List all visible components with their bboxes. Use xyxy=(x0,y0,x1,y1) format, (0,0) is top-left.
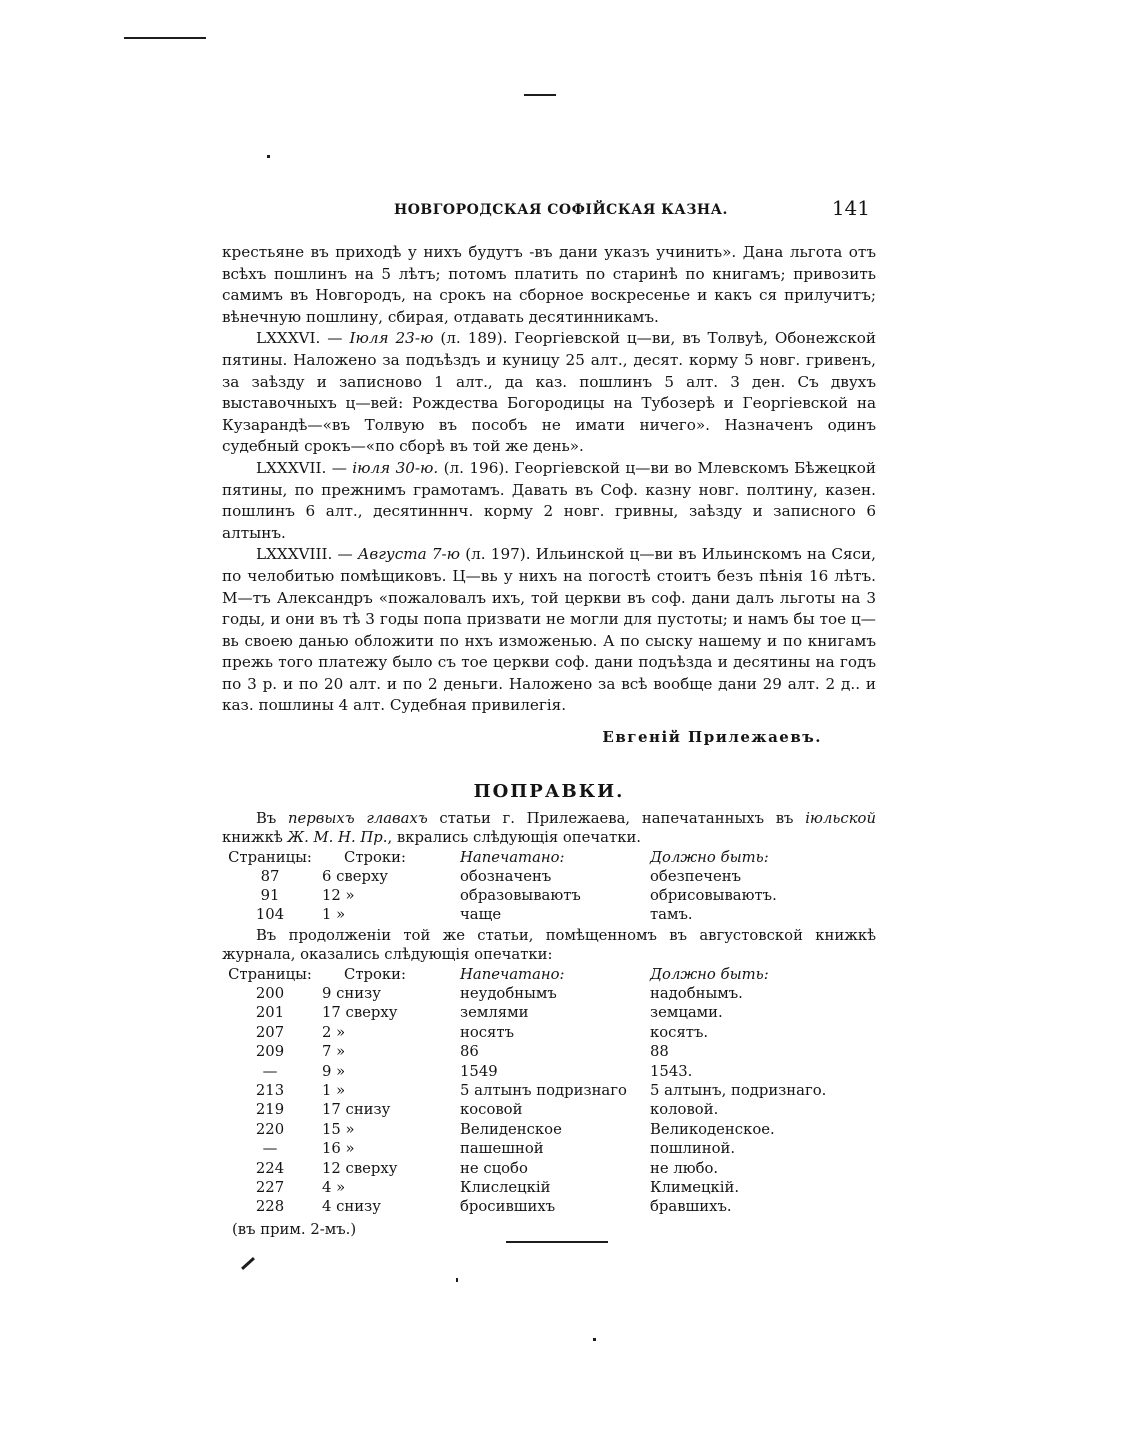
errata-printed: не сцобо xyxy=(460,1159,528,1177)
page-number: 141 xyxy=(831,196,870,220)
entry-lxxxvii xyxy=(222,458,876,544)
header-printed: Напечатано: xyxy=(460,849,565,866)
errata-intro-2 xyxy=(222,926,876,964)
header-correct: Должно быть: xyxy=(650,849,769,866)
errata-table-1-header xyxy=(222,848,876,867)
errata-line: 4 снизу xyxy=(322,1198,381,1216)
errata-footnote: (въ прим. 2-мъ.) xyxy=(232,1221,357,1238)
errata-printed: 86 xyxy=(460,1043,479,1061)
entry-date: Іюля 23-ю xyxy=(349,329,434,348)
errata-printed: бросившихъ xyxy=(460,1198,556,1216)
author-signature: Евгеній Прилежаевъ. xyxy=(602,728,822,746)
errata-row xyxy=(222,1197,876,1216)
errata-row xyxy=(222,1081,876,1100)
scan-dot xyxy=(593,1338,596,1341)
errata-row xyxy=(222,905,876,924)
errata-row xyxy=(222,1178,876,1197)
errata-page: 207 xyxy=(255,1023,285,1041)
errata-line: 17 сверху xyxy=(322,1004,398,1022)
errata-correct: коловой. xyxy=(650,1101,719,1119)
running-head xyxy=(222,196,876,226)
errata-page: 209 xyxy=(255,1043,285,1061)
intro-text: Ж. М. Н. Пр. xyxy=(287,829,388,846)
scan-stroke xyxy=(241,1257,255,1270)
errata-printed: пашешной xyxy=(460,1140,544,1158)
errata-correct: обезпеченъ xyxy=(650,868,742,885)
errata-row xyxy=(222,1003,876,1022)
errata-page: 213 xyxy=(255,1082,285,1099)
intro-text: первыхъ главахъ xyxy=(288,810,428,827)
errata-printed: косовой xyxy=(460,1101,523,1119)
errata-row xyxy=(222,867,876,886)
errata-row xyxy=(222,984,876,1003)
header-printed: Напечатано: xyxy=(460,966,565,983)
errata-page: 200 xyxy=(255,985,285,1002)
errata-line: 17 снизу xyxy=(322,1101,391,1119)
intro-text: Въ xyxy=(256,810,288,827)
entry-number: LXXXVIII. — xyxy=(256,545,358,564)
errata-page: 201 xyxy=(255,1004,285,1022)
entry-lxxxvi xyxy=(222,328,876,458)
header-pages: Страницы: xyxy=(228,849,312,866)
errata-correct: не любо. xyxy=(650,1159,719,1177)
entry-number: LXXXVII. — xyxy=(256,458,353,477)
errata-line: 6 сверху xyxy=(322,868,389,885)
errata-page: 91 xyxy=(260,887,280,904)
errata-correct: пошлиной. xyxy=(650,1140,736,1158)
errata-correct: земцами. xyxy=(650,1004,723,1022)
intro-text: Въ продолженіи той же статьи, помѣщенномъ въ августовской книжкѣ журнала, оказались слѣдующія опечатки: xyxy=(222,927,876,963)
intro-text: , вкрались слѣдующія опечатки. xyxy=(387,829,642,846)
entry-date: Августа 7-ю xyxy=(357,545,461,564)
entry-text: (л. 196). Георгіевской ц—ви во Млевскомъ Бѣжецкой пятины, по прежнимъ грамотамъ. Давать въ Соф. казну новг. полтину, казен. пошлинъ 6 алт., десятинннч. корму 2 новг. гривны, заѣзду и записного 6 алтынъ. xyxy=(222,458,876,542)
entry-text: (л. 197). Ильинской ц—ви въ Ильинскомъ на Сяси, по челобитью помѣщиковъ. Ц—вь у нихъ на погостѣ стоитъ безъ пѣнія 16 лѣтъ. М—тъ Александръ «пожаловалъ ихъ, той церкви въ соф. дани далъ льготы на 3 годы, и они въ тѣ 3 годы попа призвати не могли для пустоты; и намъ бы тое ц—вь своею данью обложити по нхъ изможенью. А по сыску нашему и по книгамъ прежь того платежу было съ тое церкви соф. дани подъѣзда и десятины на годъ по 3 р. и по 20 алт. и по 2 деньги. Наложено за всѣ вообще дани 29 алт. 2 д.. и каз. пошлины 4 алт. Судебная привилегія. xyxy=(222,545,876,715)
errata-line: 2 » xyxy=(322,1023,346,1041)
entry-lxxxviii xyxy=(222,544,876,717)
intro-text: книжкѣ xyxy=(222,829,288,846)
header-correct: Должно быть: xyxy=(650,966,769,983)
errata-page: 224 xyxy=(255,1159,285,1177)
errata-page: 219 xyxy=(255,1101,285,1119)
errata-printed: Велиденское xyxy=(460,1120,562,1138)
errata-line: 16 » xyxy=(322,1140,355,1158)
paragraph-continued: крестьяне въ приходѣ у нихъ будутъ -въ дани указъ учинить». Дана льгота отъ всѣхъ пошлинъ на 5 лѣтъ; потомъ платить по старинѣ по книгамъ; привозить самимъ въ Новгородъ, на срокъ на сборное воскресенье и какъ ся прилучитъ; вѣнечную пошлину, сбирая, отдавать десятинникамъ. xyxy=(222,243,876,326)
errata-title: ПОПРАВКИ. xyxy=(473,781,625,802)
errata-correct: косятъ. xyxy=(650,1023,709,1041)
errata-page: — xyxy=(262,1062,278,1080)
errata-line: 7 » xyxy=(322,1043,346,1061)
errata-correct: Великоденское. xyxy=(650,1120,775,1138)
errata-line: 15 » xyxy=(322,1120,355,1138)
body-text xyxy=(222,242,876,717)
intro-text: статьи г. Прилежаева, напечатанныхъ въ xyxy=(427,810,806,827)
errata-row xyxy=(222,1062,876,1081)
errata-correct: обрисовываютъ. xyxy=(650,887,777,904)
errata-line: 12 сверху xyxy=(322,1159,398,1177)
scan-dot xyxy=(267,155,270,158)
errata-row xyxy=(222,1159,876,1178)
errata-printed: чаще xyxy=(460,906,502,923)
errata-correct: бравшихъ. xyxy=(650,1198,732,1216)
errata-intro-1 xyxy=(222,809,876,847)
errata-correct: тамъ. xyxy=(650,906,693,923)
errata-line: 9 » xyxy=(322,1062,346,1080)
errata-correct: 88 xyxy=(650,1043,669,1061)
errata-line: 12 » xyxy=(322,887,355,904)
errata-printed: 1549 xyxy=(460,1062,498,1080)
scan-rule-top-left xyxy=(124,37,206,39)
errata-printed: 5 алтынъ подризнаго xyxy=(460,1082,627,1099)
header-pages: Страницы: xyxy=(228,966,312,983)
running-title: НОВГОРОДСКАЯ СОФІЙСКАЯ КАЗНА. xyxy=(394,202,728,218)
errata-printed: Клислецкій xyxy=(460,1179,551,1196)
header-lines: Строки: xyxy=(344,849,406,866)
errata-printed: образовываютъ xyxy=(460,887,581,904)
header-lines: Строки: xyxy=(344,966,406,983)
entry-text: (л. 189). Георгіевской ц—ви, въ Толвуѣ, Обонежской пятины. Наложено за подъѣздъ и куницу 25 алт., десят. корму 5 новг. гривенъ, за заѣзду и записново 1 алт., да каз. пошлинъ 5 алт. 3 ден. Съ двухъ выставочныхъ ц—вей: Рождества Богородицы на Тубозерѣ и Георгіевской на Кузарандѣ—«въ Толвую въ пособъ не имати ничего». Назначенъ одинъ судебный срокъ—«по сборѣ въ той же день». xyxy=(222,329,876,456)
errata-page: 87 xyxy=(260,868,280,885)
errata-page: 220 xyxy=(255,1120,285,1138)
errata-line: 9 снизу xyxy=(322,985,381,1002)
errata-line: 1 » xyxy=(322,1082,346,1099)
errata-line: 1 » xyxy=(322,906,346,923)
errata-correct: надобнымъ. xyxy=(650,985,743,1002)
end-rule xyxy=(506,1241,608,1243)
errata-printed: неудобнымъ xyxy=(460,985,557,1002)
errata-row xyxy=(222,1100,876,1119)
errata-page: — xyxy=(262,1140,278,1158)
scan-mark-top xyxy=(524,94,556,96)
entry-date: іюля 30-ю. xyxy=(352,458,439,477)
errata-printed: обозначенъ xyxy=(460,868,552,885)
errata-row xyxy=(222,1042,876,1061)
errata-printed: носятъ xyxy=(460,1023,514,1041)
errata-page: 227 xyxy=(255,1179,285,1196)
errata-correct: 1543. xyxy=(650,1062,693,1080)
errata-line: 4 » xyxy=(322,1179,346,1196)
entry-number: LXXXVI. — xyxy=(256,329,350,348)
errata-printed: землями xyxy=(460,1004,529,1022)
errata-row xyxy=(222,886,876,905)
scan-dot xyxy=(456,1278,458,1282)
intro-text: іюльской xyxy=(805,810,876,827)
errata-row xyxy=(222,1139,876,1158)
errata-row xyxy=(222,1023,876,1042)
errata-correct: Климецкій. xyxy=(650,1179,740,1196)
errata-correct: 5 алтынъ, подризнаго. xyxy=(650,1082,827,1099)
errata-page: 228 xyxy=(255,1198,285,1216)
errata-table-2-header xyxy=(222,965,876,984)
errata-row xyxy=(222,1120,876,1139)
errata-page: 104 xyxy=(255,906,285,923)
